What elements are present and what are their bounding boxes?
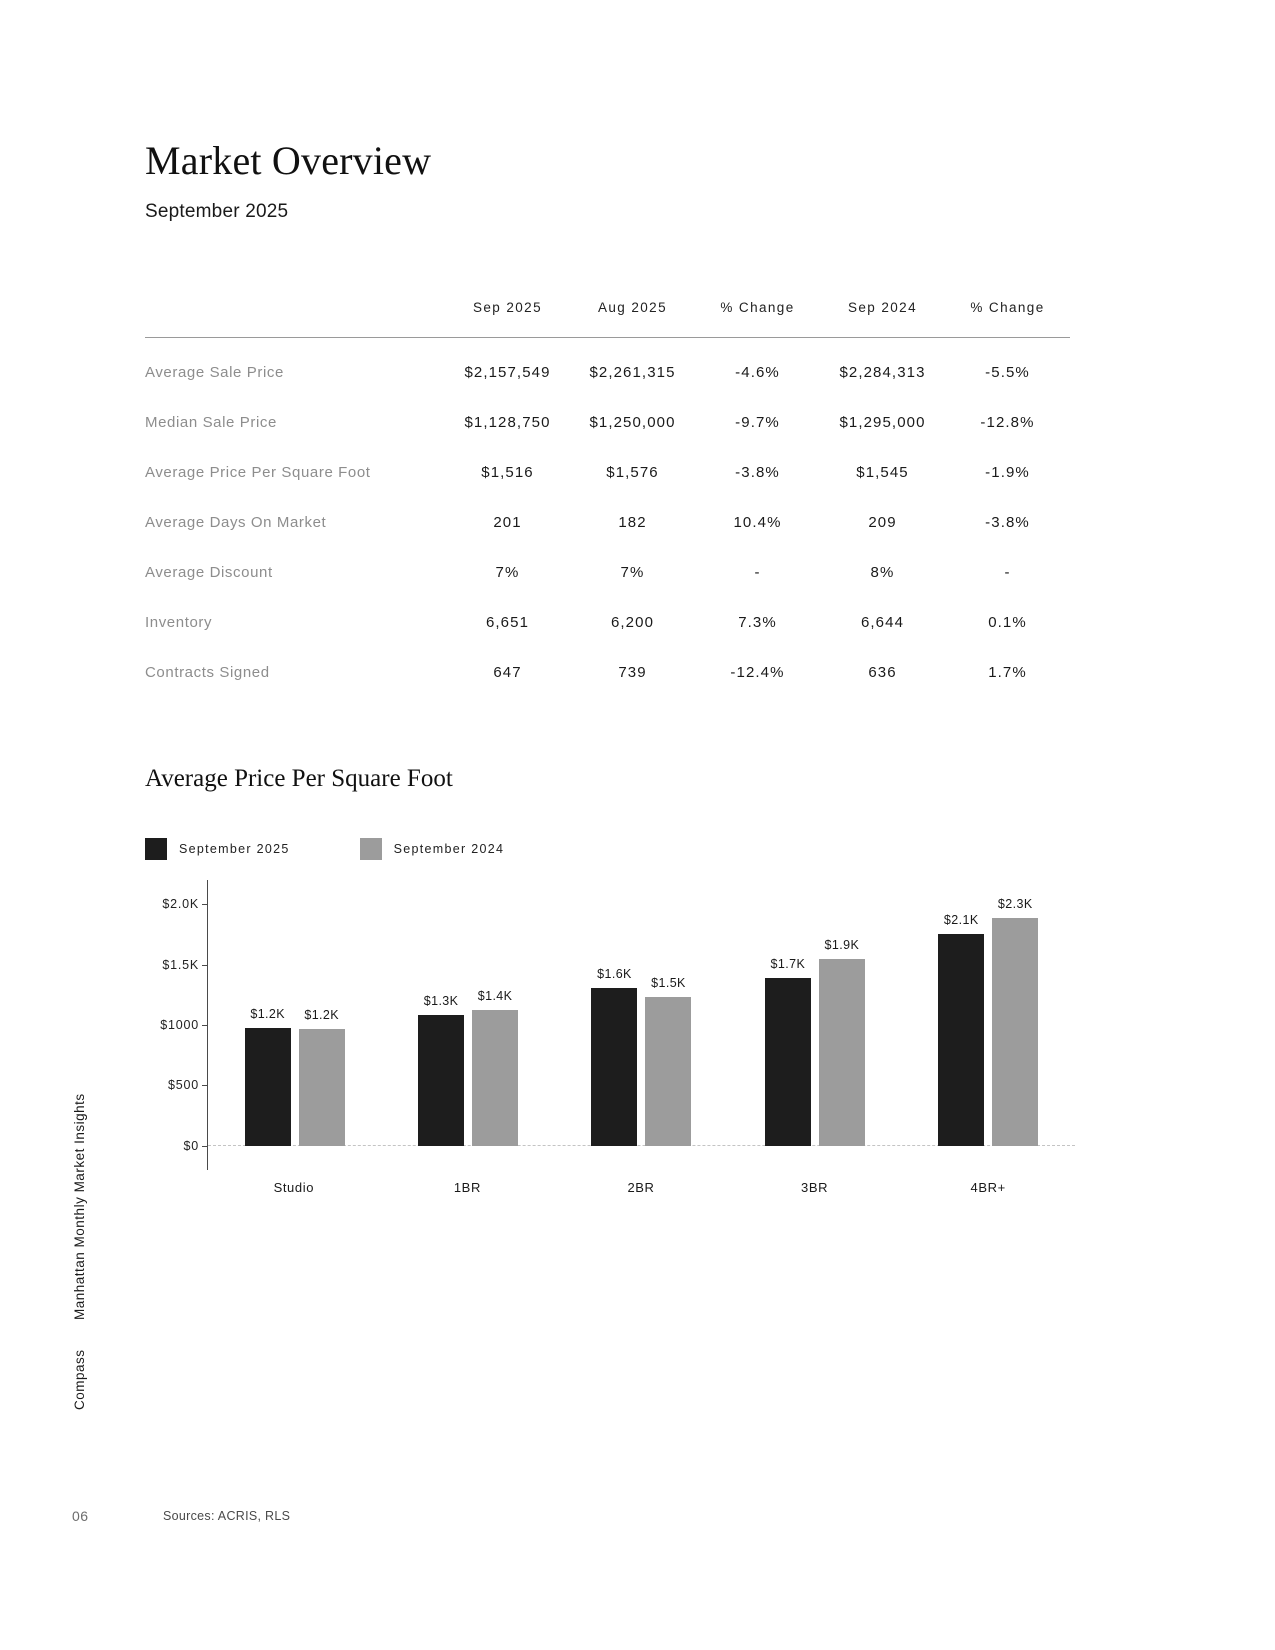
bar-value-label: $1.6K — [597, 966, 632, 981]
cell-change-yoy: -3.8% — [985, 514, 1030, 531]
bar-group-studio — [210, 880, 380, 1146]
cell-change-yoy: -1.9% — [985, 464, 1030, 481]
cell-change-yoy: - — [1004, 564, 1011, 581]
bar-chart — [145, 880, 1075, 1195]
cell-aug-2025: 6,200 — [610, 614, 655, 631]
bar-value-label: $1.4K — [477, 988, 513, 1003]
cell-change-mom: - — [754, 564, 761, 581]
cell-aug-2025: 182 — [618, 514, 647, 531]
bar-value-label: $2.1K — [943, 912, 979, 927]
bar-value-label: $1.7K — [770, 956, 806, 971]
cell-sep-2024: $1,545 — [856, 464, 909, 481]
chart-title: Average Price Per Square Foot — [145, 765, 453, 792]
bar-september-2024 — [645, 997, 691, 1146]
bar-wrap-current — [938, 880, 984, 1146]
column-header-sep-2024: Sep 2024 — [847, 300, 917, 315]
bar-value-label: $1.2K — [250, 1006, 286, 1021]
cell-sep-2025: 647 — [493, 664, 522, 681]
row-label: Average Days On Market — [145, 514, 327, 531]
bar-september-2024 — [299, 1029, 345, 1146]
x-axis-labels — [207, 1180, 1075, 1195]
bar-wrap-prior — [299, 880, 345, 1146]
cell-sep-2025: $1,128,750 — [464, 414, 551, 431]
cell-sep-2024: 636 — [868, 664, 897, 681]
bar-group-3br — [730, 880, 900, 1146]
y-axis — [145, 880, 199, 1170]
table-row — [145, 598, 1070, 648]
bar-september-2024 — [472, 1010, 518, 1146]
table-row — [145, 448, 1070, 498]
bar-value-label: $1.5K — [651, 975, 686, 990]
row-label: Average Sale Price — [145, 364, 284, 381]
bar-group-2br — [556, 880, 726, 1146]
cell-aug-2025: 739 — [618, 664, 647, 681]
x-label-studio: Studio — [273, 1180, 315, 1195]
y-tick-label: $500 — [167, 1078, 199, 1093]
bar-september-2024 — [992, 918, 1038, 1146]
bar-wrap-current — [418, 880, 464, 1146]
bar-group-4br-plus — [903, 880, 1073, 1146]
cell-change-yoy: -12.8% — [980, 414, 1035, 431]
sidebar-brand: Compass — [72, 1349, 87, 1410]
cell-change-mom: 7.3% — [738, 614, 777, 631]
bar-groups — [208, 880, 1075, 1218]
bar-september-2025 — [418, 1015, 464, 1146]
table-row — [145, 648, 1070, 698]
bar-wrap-current — [591, 880, 637, 1146]
cell-change-mom: -3.8% — [735, 464, 780, 481]
bar-value-label: $1.2K — [304, 1007, 340, 1022]
cell-sep-2025: 201 — [493, 514, 522, 531]
cell-change-mom: 10.4% — [733, 514, 782, 531]
bar-september-2024 — [819, 959, 865, 1146]
cell-change-yoy: 0.1% — [988, 614, 1027, 631]
y-tick-label: $2.0K — [162, 897, 199, 912]
page-title: Market Overview — [145, 138, 432, 183]
market-overview-table — [145, 300, 1070, 698]
legend-label: September 2025 — [179, 842, 290, 856]
bar-wrap-prior — [992, 880, 1038, 1146]
cell-sep-2024: 8% — [870, 564, 895, 581]
bar-wrap-current — [765, 880, 811, 1146]
bar-wrap-prior — [819, 880, 865, 1146]
legend-label: September 2024 — [393, 842, 505, 856]
bar-group-1br — [383, 880, 553, 1146]
legend-item-september-2025 — [145, 838, 290, 860]
bar-value-label: $2.3K — [997, 896, 1033, 911]
x-label-4br-plus: 4BR+ — [970, 1180, 1006, 1195]
column-header-change-mom: % Change — [720, 300, 795, 315]
column-header-metric — [145, 300, 445, 338]
x-label-2br: 2BR — [627, 1180, 655, 1195]
bar-september-2025 — [245, 1028, 291, 1146]
cell-sep-2024: $2,284,313 — [839, 364, 926, 381]
cell-aug-2025: $1,576 — [606, 464, 659, 481]
chart-legend — [145, 838, 574, 860]
row-label: Average Price Per Square Foot — [145, 464, 371, 481]
cell-sep-2025: 6,651 — [485, 614, 530, 631]
page-number: 06 — [72, 1508, 89, 1524]
column-header-change-yoy: % Change — [970, 300, 1045, 315]
bar-wrap-prior — [472, 880, 518, 1146]
x-label-1br: 1BR — [453, 1180, 481, 1195]
table-row — [145, 338, 1070, 398]
bar-september-2025 — [938, 934, 984, 1146]
cell-sep-2024: $1,295,000 — [839, 414, 926, 431]
row-label: Inventory — [145, 614, 213, 631]
cell-sep-2025: $2,157,549 — [464, 364, 551, 381]
table-row — [145, 398, 1070, 448]
cell-change-mom: -4.6% — [735, 364, 780, 381]
row-label: Contracts Signed — [145, 664, 270, 681]
table-body — [145, 338, 1070, 698]
cell-aug-2025: $1,250,000 — [589, 414, 676, 431]
cell-sep-2025: 7% — [495, 564, 520, 581]
y-tick-label: $1000 — [160, 1018, 199, 1032]
cell-change-yoy: 1.7% — [988, 664, 1027, 681]
cell-change-yoy: -5.5% — [985, 364, 1030, 381]
bar-value-label: $1.3K — [423, 993, 459, 1008]
page-subtitle: September 2025 — [145, 201, 289, 222]
legend-swatch-icon — [145, 838, 167, 860]
bar-wrap-prior — [645, 880, 691, 1146]
plot-area — [207, 880, 1075, 1170]
table-row — [145, 548, 1070, 598]
table-row — [145, 498, 1070, 548]
table-header — [145, 300, 1070, 338]
row-label: Average Discount — [145, 564, 273, 581]
y-tick-label: $1.5K — [162, 957, 199, 972]
legend-swatch-icon — [360, 838, 382, 860]
bar-value-label: $1.9K — [824, 937, 860, 952]
sidebar-publication-title: Manhattan Monthly Market Insights — [72, 1093, 87, 1320]
cell-change-mom: -12.4% — [730, 664, 785, 681]
cell-aug-2025: 7% — [620, 564, 645, 581]
sources-note: Sources: ACRIS, RLS — [163, 1509, 291, 1523]
y-tick-label: $0 — [183, 1138, 199, 1153]
cell-sep-2024: 6,644 — [860, 614, 905, 631]
x-label-3br: 3BR — [801, 1180, 829, 1195]
bar-september-2025 — [591, 988, 637, 1146]
bar-september-2025 — [765, 978, 811, 1146]
cell-aug-2025: $2,261,315 — [589, 364, 676, 381]
legend-item-september-2024 — [360, 838, 505, 860]
bar-wrap-current — [245, 880, 291, 1146]
cell-sep-2025: $1,516 — [481, 464, 534, 481]
row-label: Median Sale Price — [145, 414, 277, 431]
column-header-aug-2025: Aug 2025 — [597, 300, 667, 315]
table-header-row — [145, 300, 1070, 338]
cell-sep-2024: 209 — [868, 514, 897, 531]
cell-change-mom: -9.7% — [735, 414, 780, 431]
column-header-sep-2025: Sep 2025 — [472, 300, 542, 315]
